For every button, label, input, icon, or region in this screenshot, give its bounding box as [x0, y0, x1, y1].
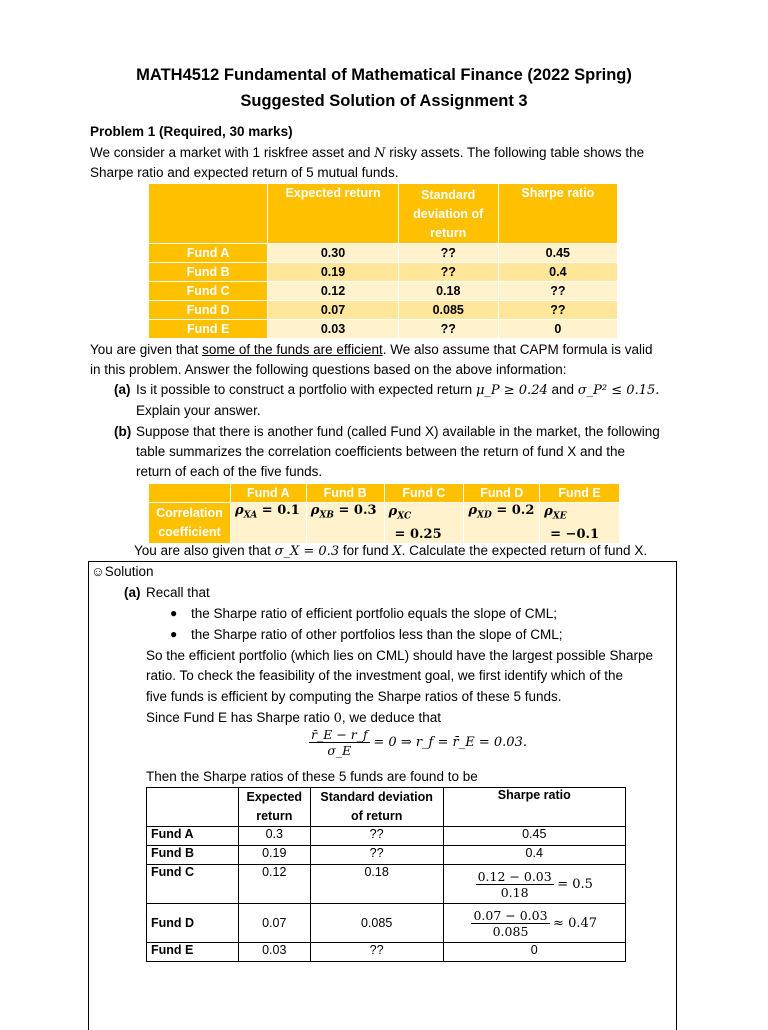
table-row: Fund A 0.3 ?? 0.45 [147, 827, 626, 846]
table-header-std-dev: Standard deviation of return [398, 184, 498, 244]
row-label: Fund D [149, 301, 268, 320]
table-row: Fund D 0.07 0.085 $\frac{0.07 - 0.03}{0.085}$ ≈ 0.47 [147, 904, 626, 943]
table-header-expected-return: Expected return [268, 184, 399, 244]
table-row: Fund C 0.12 0.18 $\frac{0.12 - 0.03}{0.18}$ = 0.5 [147, 865, 626, 904]
solution-para-2: ratio. To check the feasibility of the investment goal, we first identify which of the [146, 668, 623, 683]
corr-cell-d: $\rho_{XD} = 0.2$ [464, 503, 540, 544]
given-line-2: in this problem. Answer the following questions based on the above information: [90, 362, 567, 377]
sharpe-header-empty [147, 788, 239, 827]
part-b-label: (b) [114, 424, 132, 439]
corr-cell-b: $\rho_{XB} = 0.3$ [306, 503, 384, 544]
cell-std-dev: 0.18 [398, 282, 498, 301]
table-row [149, 320, 618, 339]
sharpe-header-sharpe: Sharpe ratio [443, 788, 626, 827]
cell-expected-return: 0.19 [268, 263, 399, 282]
document-subtitle: Suggested Solution of Assignment 3 [240, 92, 528, 110]
table-header-sharpe: Sharpe ratio [498, 184, 617, 244]
corr-header-fund-e: Fund E [540, 484, 620, 503]
corr-header-fund-c: Fund C [384, 484, 464, 503]
funds-table [148, 183, 618, 339]
cell-std-dev: ?? [398, 263, 498, 282]
cell-expected-return: 0.03 [268, 320, 399, 339]
given-line-1: You are given that some of the funds are efficient. We also assume that CAPM formula is valid [90, 342, 653, 357]
table-header-empty [149, 184, 268, 244]
bullet-icon: ● [170, 627, 178, 641]
row-label: Fund B [149, 263, 268, 282]
corr-header-fund-a: Fund A [230, 484, 306, 503]
cell-sharpe: 0.4 [498, 263, 617, 282]
part-a-line-2: Explain your answer. [136, 403, 261, 418]
row-label: Fund A [149, 244, 268, 263]
cell-std-dev: ?? [398, 320, 498, 339]
bullet-icon: ● [170, 606, 178, 620]
cell-sharpe: ?? [498, 301, 617, 320]
solution-heading: ☺Solution [91, 564, 154, 579]
table-row: Fund B 0.19 ?? 0.4 [147, 846, 626, 865]
then-line: Then the Sharpe ratios of these 5 funds are found to be [146, 769, 478, 784]
cell-sharpe: 0 [498, 320, 617, 339]
part-a-text: Is it possible to construct a portfolio with expected return μ_P ≥ 0.24 and σ_P² ≤ 0.15. [136, 382, 660, 398]
cell-expected-return: 0.30 [268, 244, 399, 263]
part-b-line-3: return of each of the five funds. [136, 464, 323, 479]
solution-a-label: (a) [124, 585, 141, 600]
corr-cell-e: $\rho_{XE}$ = −0.1 [540, 503, 620, 544]
cell-std-dev: 0.085 [398, 301, 498, 320]
corr-header-fund-b: Fund B [306, 484, 384, 503]
part-b-line-2: table summarizes the correlation coefficients between the return of fund X and the [136, 444, 626, 459]
table-row [149, 244, 618, 263]
sharpe-table [146, 787, 626, 962]
row-label: Fund C [149, 282, 268, 301]
sharpe-fraction-d: $\frac{0.07 - 0.03}{0.085}$ ≈ 0.47 [443, 904, 626, 943]
cell-sharpe: ?? [498, 282, 617, 301]
part-b-line-1: Suppose that there is another fund (called Fund X) available in the market, the following [136, 424, 660, 439]
given-sigma-line: You are also given that σ_X = 0.3 for fund X. Calculate the expected return of fund X. [134, 543, 648, 559]
cell-expected-return: 0.12 [268, 282, 399, 301]
solution-recall: Recall that [146, 585, 210, 600]
table-row [149, 263, 618, 282]
bullet-1-text: the Sharpe ratio of efficient portfolio equals the slope of CML; [191, 606, 557, 621]
corr-row-label: Correlation coefficient [149, 503, 231, 544]
sharpe-header-std-dev: Standard deviation of return [310, 788, 443, 827]
table-row [149, 301, 618, 320]
part-a-label: (a) [114, 382, 131, 397]
equation: $\frac{r̄\_E - r\_f}{\sigma\_E}$ = 0 ⇒ r_f = r̄_E = 0.03. [311, 727, 527, 758]
row-label: Fund E [149, 320, 268, 339]
solution-para-3: five funds is efficient by computing the Sharpe ratios of these 5 funds. [146, 689, 562, 704]
since-line: Since Fund E has Sharpe ratio 0, we deduce that [146, 710, 441, 726]
problem-heading: Problem 1 (Required, 30 marks) [90, 124, 293, 139]
sharpe-header-expected-return: Expected return [238, 788, 310, 827]
bullet-2-text: the Sharpe ratio of other portfolios less than the slope of CML; [191, 627, 563, 642]
solution-para-1: So the efficient portfolio (which lies on CML) should have the largest possible Sharpe [146, 648, 654, 663]
cell-std-dev: ?? [398, 244, 498, 263]
cell-expected-return: 0.07 [268, 301, 399, 320]
sharpe-fraction-c: $\frac{0.12 - 0.03}{0.18}$ = 0.5 [443, 865, 626, 904]
cell-sharpe: 0.45 [498, 244, 617, 263]
corr-header-fund-d: Fund D [464, 484, 540, 503]
corr-cell-c: $\rho_{XC}$ = 0.25 [384, 503, 464, 544]
document-title: MATH4512 Fundamental of Mathematical Finance (2022 Spring) [136, 66, 632, 84]
corr-cell-a: $\rho_{XA} = 0.1$ [230, 503, 306, 544]
table-row: Fund E 0.03 ?? 0 [147, 943, 626, 962]
table-row [149, 282, 618, 301]
correlation-table [148, 483, 620, 544]
intro-line-1: We consider a market with 1 riskfree asset and N risky assets. The following table shows the [90, 145, 645, 161]
corr-header-empty [149, 484, 231, 503]
intro-line-2: Sharpe ratio and expected return of 5 mutual funds. [90, 165, 399, 180]
